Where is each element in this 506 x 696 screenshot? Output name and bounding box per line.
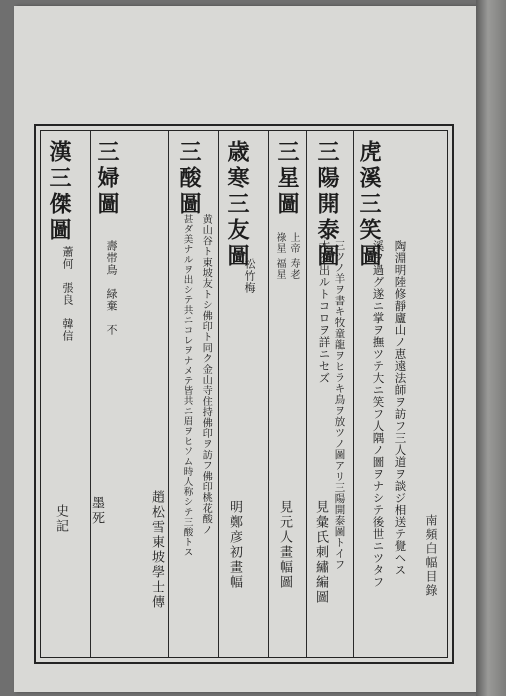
column-rule: [353, 131, 354, 657]
entry-title-kan-sanketsu: 漢三傑圖: [46, 140, 72, 244]
entry-title-saikan-sanyu: 歳寒三友圖: [224, 140, 250, 270]
entry-source: 見元人畫幅圖: [277, 500, 292, 590]
entry-title-sansan: 三酸圖: [176, 140, 202, 218]
entry-text-line: 上帝 寿老: [288, 232, 299, 281]
column-rule: [168, 131, 169, 657]
entry-text-line: 陶淵明陸修靜廬山ノ恵遠法師ヲ訪フ三人道ヲ談ジ相送テ覺ヘス: [393, 240, 408, 576]
entry-source: 墨死: [89, 496, 104, 526]
entry-text-line: 木タ出ルトコロヲ詳ニセズ: [317, 240, 332, 384]
column-rule: [218, 131, 219, 657]
entry-title-sanyo-kaitai: 三陽開泰圖: [314, 140, 340, 270]
entry-text-line: 祿星 福星: [274, 232, 285, 281]
entry-source: 史記: [53, 504, 68, 534]
entry-source: 見彙氏刺繡編圖: [313, 500, 328, 605]
entry-text-line: 黄山谷ト東坡友トシ佛印ト同ク金山寺住持佛印ヲ訪フ佛印桃花酸ノ: [200, 214, 212, 535]
entry-title-sanpu: 三婦圖: [94, 140, 120, 218]
entry-text-line: 松竹梅: [243, 258, 256, 294]
entry-source: 趙松雪東坡學士傳: [149, 490, 164, 610]
entry-title-sansei: 三星圖: [274, 140, 300, 218]
entry-text-line: 壽帯鳥 緑棄 不: [105, 240, 118, 336]
column-rule: [268, 131, 269, 657]
margin-title: 南頻白幅目錄: [424, 514, 438, 598]
entry-title-kokei-sansho: 虎溪三笑圖: [356, 140, 382, 270]
column-rule: [306, 131, 307, 657]
column-rule: [90, 131, 91, 657]
entry-text-line: 三ツノ羊ヲ書キ牧童龍ヲヒラキ鳥ヲ放ツノ圖アリ三陽開泰圖トイフ: [333, 240, 346, 570]
entry-text-line: 溪ヲ過グ遂ニ掌ヲ撫ツテ大ニ笑フ人隅ノ圖ヲナシテ後世ニツタフ: [371, 240, 386, 588]
entry-source: 明鄭彦初畫幅: [227, 500, 242, 590]
entry-text-line: 蕭何 張良 韓信: [61, 246, 74, 342]
book-page-edge: [476, 0, 506, 696]
entry-text-line: 甚ダ美ナルヲ出シテ共ニコレヲナメテ皆共ニ眉ヲヒソム時人称シテ三酸トス: [181, 214, 193, 558]
